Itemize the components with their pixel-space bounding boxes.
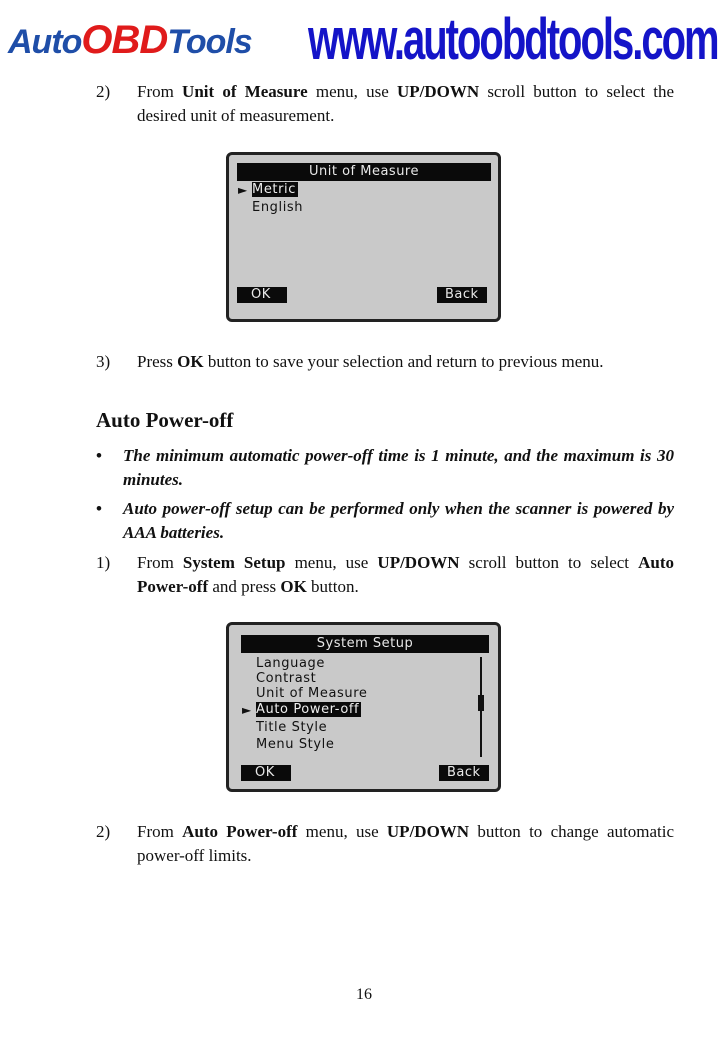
bullet-icon: • [96, 446, 102, 465]
section-title-auto-power-off: Auto Power-off [96, 408, 234, 432]
menu-item-language[interactable]: Language [256, 656, 325, 671]
logo-text-auto: Auto [8, 23, 82, 61]
note-bullet [96, 497, 674, 545]
back-softkey[interactable]: Back [439, 765, 489, 781]
step-number: 1) [96, 553, 111, 572]
step-number: 2) [96, 822, 111, 841]
step-text: From Auto Power-off menu, use UP/DOWN button to change automatic power-off limits. [137, 822, 675, 865]
step-text: From Unit of Measure menu, use UP/DOWN scroll button to select the desired unit of measurement. [137, 82, 675, 125]
note-text: Auto power-off setup can be performed only when the scanner is powered by AAA batteries. [123, 499, 674, 542]
step-text: Press OK button to save your selection and return to previous menu. [137, 352, 604, 371]
scanner-screen-system-setup [226, 622, 501, 792]
logo-text-tools: Tools [167, 23, 252, 61]
back-softkey[interactable]: Back [437, 287, 487, 303]
screen-title: Unit of Measure [237, 163, 491, 181]
step-number: 2) [96, 82, 111, 101]
logo-text-obd: OBD [81, 18, 168, 62]
page-header [0, 0, 728, 72]
scanner-screen-unit-of-measure [226, 152, 501, 322]
ok-softkey[interactable]: OK [241, 765, 291, 781]
ok-softkey[interactable]: OK [237, 287, 287, 303]
step-unit-select [96, 80, 674, 128]
website-url: www.autoobdtools.com [308, 8, 718, 72]
note-bullet [96, 444, 674, 492]
menu-item-contrast[interactable]: Contrast [256, 671, 317, 686]
page-number: 16 [356, 986, 372, 1003]
menu-item-metric[interactable]: Metric [252, 182, 297, 197]
bullet-icon: • [96, 499, 102, 518]
menu-item-auto-power-off[interactable]: Auto Power-off [256, 702, 360, 717]
autoobdtools-logo [8, 18, 252, 66]
selection-arrow-icon: ► [238, 183, 248, 197]
step-save-selection [96, 350, 674, 374]
menu-item-english[interactable]: English [252, 200, 304, 215]
menu-item-unit-of-measure[interactable]: Unit of Measure [256, 686, 368, 701]
menu-item-menu-style[interactable]: Menu Style [256, 737, 335, 752]
menu-item-title-style[interactable]: Title Style [256, 720, 328, 735]
step-text: From System Setup menu, use UP/DOWN scroll button to select Auto Power-off and press OK button. [137, 553, 675, 596]
selection-arrow-icon: ► [242, 703, 252, 717]
step-change-power-off-limit [96, 820, 674, 868]
scrollbar-thumb[interactable] [478, 695, 484, 711]
step-open-auto-power-off [96, 551, 674, 599]
step-number: 3) [96, 352, 111, 371]
screen-title: System Setup [241, 635, 489, 653]
note-text: The minimum automatic power-off time is 1 minute, and the maximum is 30 minutes. [123, 446, 674, 489]
